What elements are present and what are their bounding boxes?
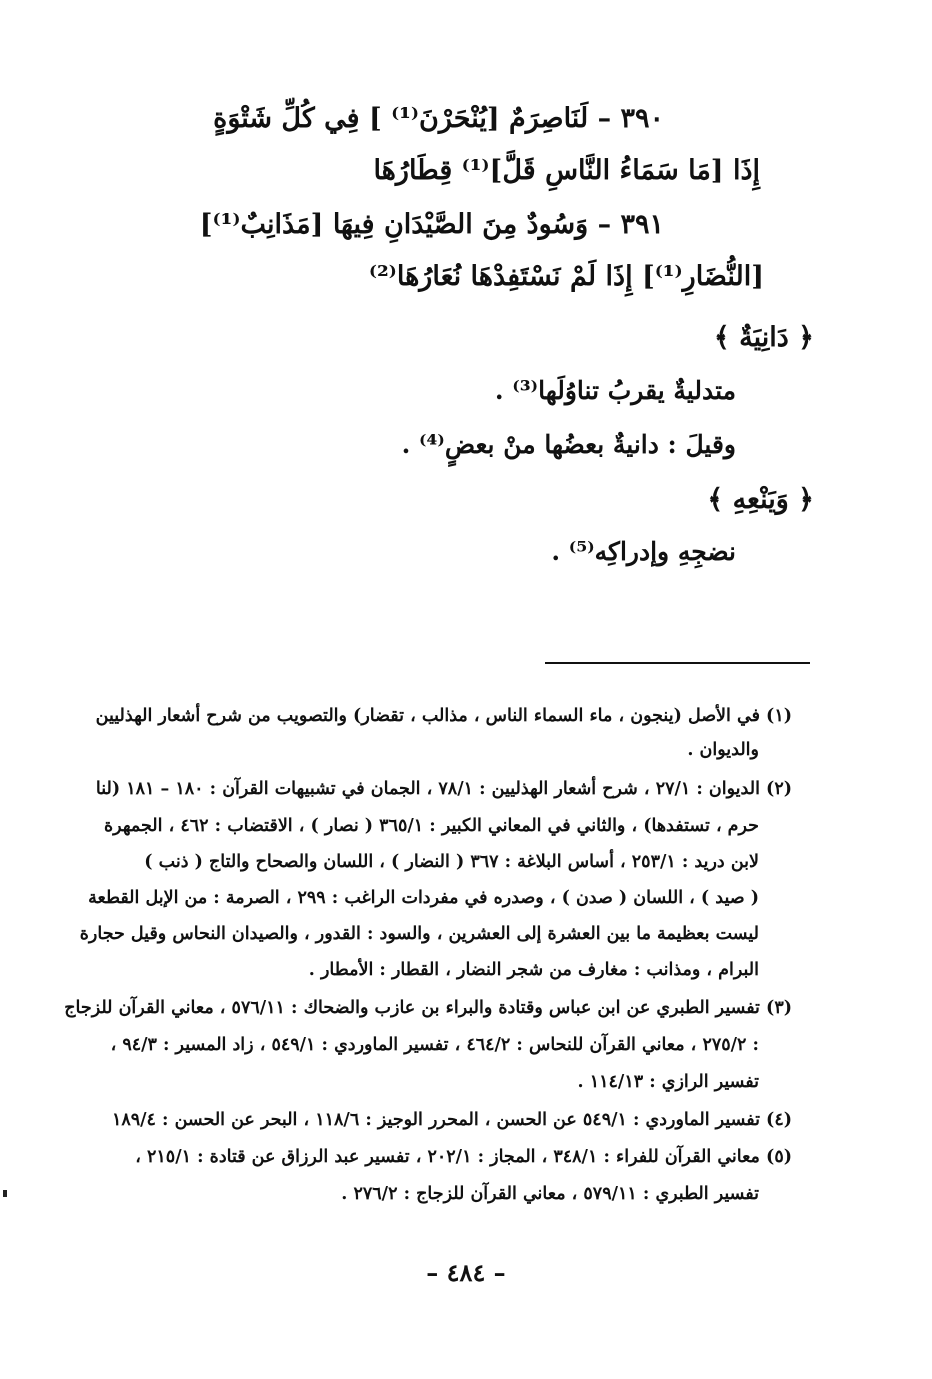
footnote-2-continued: ليست بعظيمة ما بين العشرة إلى العشرين ، والسود : القدور ، والصيدان النحاس وقيل حجارة — [79, 924, 759, 944]
footnote-3: (٣) تفسير الطبري عن ابن عباس وقتادة والبراء بن عازب والضحاك : ٥٧٦/١١ ، معاني القرآن للزجاج — [64, 998, 792, 1018]
page-number: – ٤٨٤ – — [426, 1258, 506, 1287]
scan-speck — [3, 1190, 7, 1197]
entry-heading-yanih: ﴿ وَيَنْعِهِ ﴾ — [707, 484, 814, 515]
entry-gloss: متدليةٌ يقربُ تناوُلَها⁽³⁾ . — [494, 376, 736, 405]
verse-390-second-hemistich: إِذَا [مَا سَمَاءُ النَّاسِ قَلَّ]⁽¹⁾ قِطَارُهَا — [373, 155, 760, 186]
footnote-2-continued: ( صيد ) ، اللسان ( صدن ) ، وصدره في مفردات الراغب : ٢٩٩ ، الصرمة : من الإبل القطعة — [88, 888, 759, 908]
footnote-1: (١) في الأصل (ينجون ، ماء السماء الناس ، مذالب ، تقضار) والتصويب من شرح أشعار الهذليين — [95, 706, 792, 726]
footnote-1-continued: والديوان . — [687, 740, 759, 760]
footnote-5: (٥) معاني القرآن للفراء : ٣٤٨/١ ، المجاز : ٢٠٢/١ ، تفسير عبد الرزاق عن قتادة : ٢١٥/١ ، — [135, 1147, 792, 1167]
footnote-3-continued: تفسير الرازي : ١١٤/١٣ . — [577, 1072, 759, 1092]
footnote-3-continued: : ٢٧٥/٢ ، معاني القرآن للنحاس : ٤٦٤/٢ ، تفسير الماوردي : ٥٤٩/١ ، زاد المسير : ٩٤/٣ ، — [110, 1035, 759, 1055]
footnote-5-continued: تفسير الطبري : ٥٧٩/١١ ، معاني القرآن للزجاج : ٢٧٦/٢ . — [341, 1184, 759, 1204]
verse-390-first-hemistich: ٣٩٠ – لَنَاصِرَمٌ [يُنْحَرْنَ⁽¹⁾ ] فِي كُلِّ شَتْوَةٍ — [213, 103, 664, 134]
footnote-2-continued: لابن دريد : ٢٥٣/١ ، أساس البلاغة : ٣٦٧ ( النضار ) ، اللسان والصحاح والتاج ( ذنب ) — [144, 852, 759, 872]
entry-gloss: نضجِهِ وإدراكِه⁽⁵⁾ . — [551, 537, 736, 566]
footnote-4: (٤) تفسير الماوردي : ٥٤٩/١ عن الحسن ، المحرر الوجيز : ١١٨/٦ ، البحر عن الحسن : ١٨٩/٤ — [111, 1110, 792, 1130]
entry-gloss: وقيلَ : دانيةٌ بعضُها منْ بعضٍ⁽⁴⁾ . — [401, 430, 736, 459]
entry-heading-daniya: ﴿ دَانِيَةٌ ﴾ — [713, 322, 814, 353]
footnote-2: (٢) الديوان : ٢٧/١ ، شرح أشعار الهذليين : ٧٨/١ ، الجمان في تشبيهات القرآن : ١٨٠ – ١٨١ (لنا — [95, 779, 792, 799]
footnote-separator — [545, 662, 810, 664]
footnote-2-continued: حرم ، تستفدها) ، والثاني في المعاني الكبير : ٣٦٥/١ ( نصار ) ، الاقتضاب : ٤٦٢ ، الجمهرة — [104, 816, 759, 836]
footnote-2-continued: البرام ، ومذانب : مغارف من شجر النضار ، القطار : الأمطار . — [308, 960, 759, 980]
verse-391-second-hemistich: [النُّضَارِ⁽¹⁾] إِذَا لَمْ نَسْتَفِدْهَا نُعَارُهَا⁽²⁾ — [368, 261, 764, 292]
verse-391-first-hemistich: ٣٩١ – وَسُودٌ مِنَ الصَّيْدَانِ فِيهَا [مَذَانِبٌ⁽¹⁾] — [199, 209, 664, 240]
